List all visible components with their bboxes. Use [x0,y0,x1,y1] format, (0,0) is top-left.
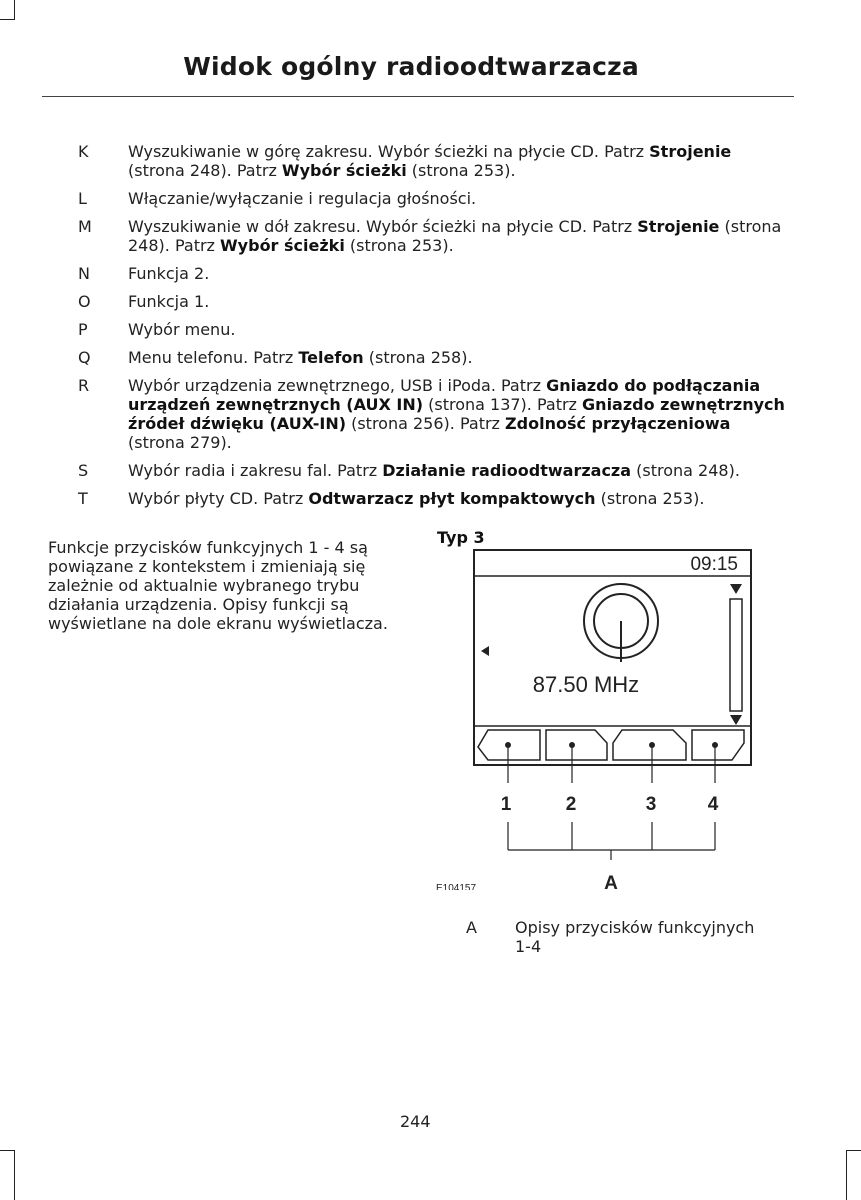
definition-text [128,320,790,339]
text-run: Funkcja 2. [128,264,210,283]
definition-key: S [78,461,89,480]
text-run: (strona 137). Patrz [423,395,583,414]
text-run: (strona 253). [595,489,705,508]
page-number: 244 [400,1112,431,1131]
image-code: E104157 [436,883,477,890]
crop-mark [14,0,15,20]
text-run: Wyszukiwanie w dół zakresu. Wybór ścieżki na płycie CD. Patrz [128,217,638,236]
legend-text: Opisy przycisków funkcyjnych 1-4 [515,918,755,956]
title-divider [42,96,794,97]
text-run: Wyszukiwanie w górę zakresu. Wybór ścieżki na płycie CD. Patrz [128,142,650,161]
definition-key: K [78,142,89,161]
crop-mark [0,1150,15,1151]
definition-text [128,348,790,367]
cross-reference-link[interactable]: Strojenie [637,217,720,236]
clock-text: 09:15 [690,554,738,575]
definition-item [78,217,790,255]
definition-item [78,292,790,311]
definition-key: M [78,217,92,236]
definition-key: T [78,489,88,508]
cross-reference-link[interactable]: Gniazdo zewnętrznych źródeł dźwięku (AUX-IN) [128,395,785,433]
definition-item [78,142,790,180]
definition-text [128,142,790,180]
group-label-a: A [604,873,618,890]
definition-key: R [78,376,90,395]
radio-display-diagram [430,540,770,890]
crop-mark [846,1150,847,1200]
definition-text [128,264,790,283]
cross-reference-link[interactable]: Strojenie [649,142,732,161]
definition-text [128,292,790,311]
cross-reference-link[interactable]: Telefon [298,348,364,367]
text-run: (strona 248). Patrz [128,161,282,180]
crop-mark [846,1150,861,1151]
text-run: Włączanie/wyłączanie i regulacja głośności. [128,189,477,208]
text-run: Wybór radia i zakresu fal. Patrz [128,461,383,480]
crop-mark [0,19,15,20]
text-run: (strona 248). [631,461,740,480]
cross-reference-link[interactable]: Odtwarzacz płyt kompaktowych [308,489,596,508]
cross-reference-link[interactable]: Zdolność przyłączeniowa [505,414,731,433]
definition-key: P [78,320,88,339]
text-run: Menu telefonu. Patrz [128,348,299,367]
crop-mark [14,1150,15,1200]
group-bracket [508,822,715,860]
legend-key: A [466,918,477,937]
definition-item [78,489,790,508]
softkey-2 [546,730,607,760]
softkey-label-4: 4 [707,794,719,815]
cross-reference-link[interactable]: Działanie radioodtwarzacza [382,461,632,480]
definition-item [78,461,790,480]
definition-text [128,217,790,255]
page-title: Widok ogólny radioodtwarzacza [183,52,639,81]
definition-key: Q [78,348,91,367]
definition-list [78,142,790,517]
definition-key: L [78,189,87,208]
definition-item [78,264,790,283]
definition-text [128,461,790,480]
text-run: Wybór urządzenia zewnętrznego, USB i iPoda. Patrz [128,376,547,395]
definition-item [78,189,790,208]
text-run: (strona 253). [406,161,516,180]
definition-text [128,489,790,508]
definition-item [78,348,790,367]
definition-item [78,320,790,339]
text-run: Funkcja 1. [128,292,210,311]
figure-title: Typ 3 [437,528,485,547]
definition-text [128,376,790,452]
softkey-label-1: 1 [500,794,512,815]
scrollbar[interactable] [730,584,742,725]
text-run: Wybór płyty CD. Patrz [128,489,309,508]
text-run: (strona 256). Patrz [346,414,506,433]
scroll-track [730,599,742,711]
body-paragraph: Funkcje przycisków funkcyjnych 1 - 4 są powiązane z kontekstem i zmieniają się zależnie od aktualnie wybranego trybu działania urządzenia. Opisy funkcji są wyświetlane na dole ekranu wyświetlacza. [48,538,388,633]
cross-reference-link[interactable]: Gniazdo do podłączania urządzeń zewnętrznych (AUX IN) [128,376,761,414]
text-run: (strona 248). Patrz [128,217,782,255]
cross-reference-link[interactable]: Wybór ścieżki [220,236,345,255]
definition-text [128,189,790,208]
softkey-label-3: 3 [645,794,657,815]
definition-key: N [78,264,90,283]
definition-key: O [78,292,91,311]
frequency-text: 87.50 MHz [532,672,640,697]
text-run: Wybór menu. [128,320,236,339]
definition-item [78,376,790,452]
softkey-label-2: 2 [565,794,577,815]
text-run: (strona 279). [128,433,232,452]
cross-reference-link[interactable]: Wybór ścieżki [281,161,407,180]
text-run: (strona 258). [363,348,473,367]
text-run: (strona 253). [344,236,454,255]
